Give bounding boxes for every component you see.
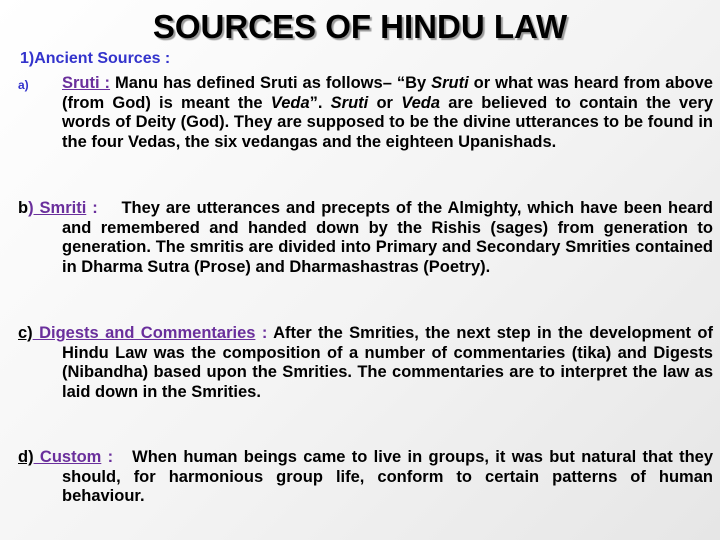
sruti-text-5: are believed to contain the very words of Deity (God). They are supposed to be the divine utterances to be found in the four Vedas, the six vedangas and the eighteen Upanishads. [62,93,713,151]
smriti-marker: b [18,199,29,217]
slide-title: SOURCES OF HINDU LAW [152,8,568,45]
sruti-text-4: or [368,93,402,112]
smriti-term: ) Smriti [28,199,87,217]
sruti-em-3: Sruti [330,93,369,112]
sruti-em-2: Veda [270,93,310,112]
custom-colon: : [101,448,120,466]
custom-marker: d) [18,448,34,466]
custom-text: When human beings came to live in groups, it was but natural that they should, for harmonious group life, conform to certain patterns of human behaviour. [62,448,714,505]
custom-paragraph [18,448,713,507]
digests-text: After the Smrities, the next step in the development of Hindu Law was the composition of a number of commentaries (tika) and Digests (Nibandha) based upon the Smrities. The commentaries are to interpret the law as laid down in the Smrities. [62,324,713,401]
sruti-em-4: Veda [401,93,441,112]
smriti-text: They are utterances and precepts of the Almighty, which have been heard and remembered and handed down by the Rishis (sages) from generation to generation. The smritis are divided into Primary and Secondary Smrities contained in Dharma Sutra (Prose) and Dharmashastras (Poetry). [62,199,713,276]
sruti-paragraph [62,74,713,152]
sruti-text-3: ”. [309,93,331,112]
digests-paragraph [18,324,713,402]
smriti-colon: : [86,199,104,217]
sruti-em-1: Sruti [431,74,469,92]
custom-term: Custom [33,448,102,466]
smriti-paragraph [18,199,713,277]
digests-marker: c) [18,324,33,342]
sruti-item [18,74,713,152]
digests-colon: : [255,324,274,342]
digests-item [18,324,713,402]
sruti-term: Sruti : [62,74,111,92]
sruti-text-2: or what was heard from above (from God) is meant the [62,74,713,112]
sruti-text-1: Manu has defined Sruti as follows– “By [114,74,432,92]
digests-term: Digests and Commentaries [32,324,256,342]
custom-item [18,448,713,507]
sruti-marker: a) [18,78,29,92]
ancient-sources-heading: 1)Ancient Sources : [20,50,171,67]
smriti-item [18,199,713,277]
